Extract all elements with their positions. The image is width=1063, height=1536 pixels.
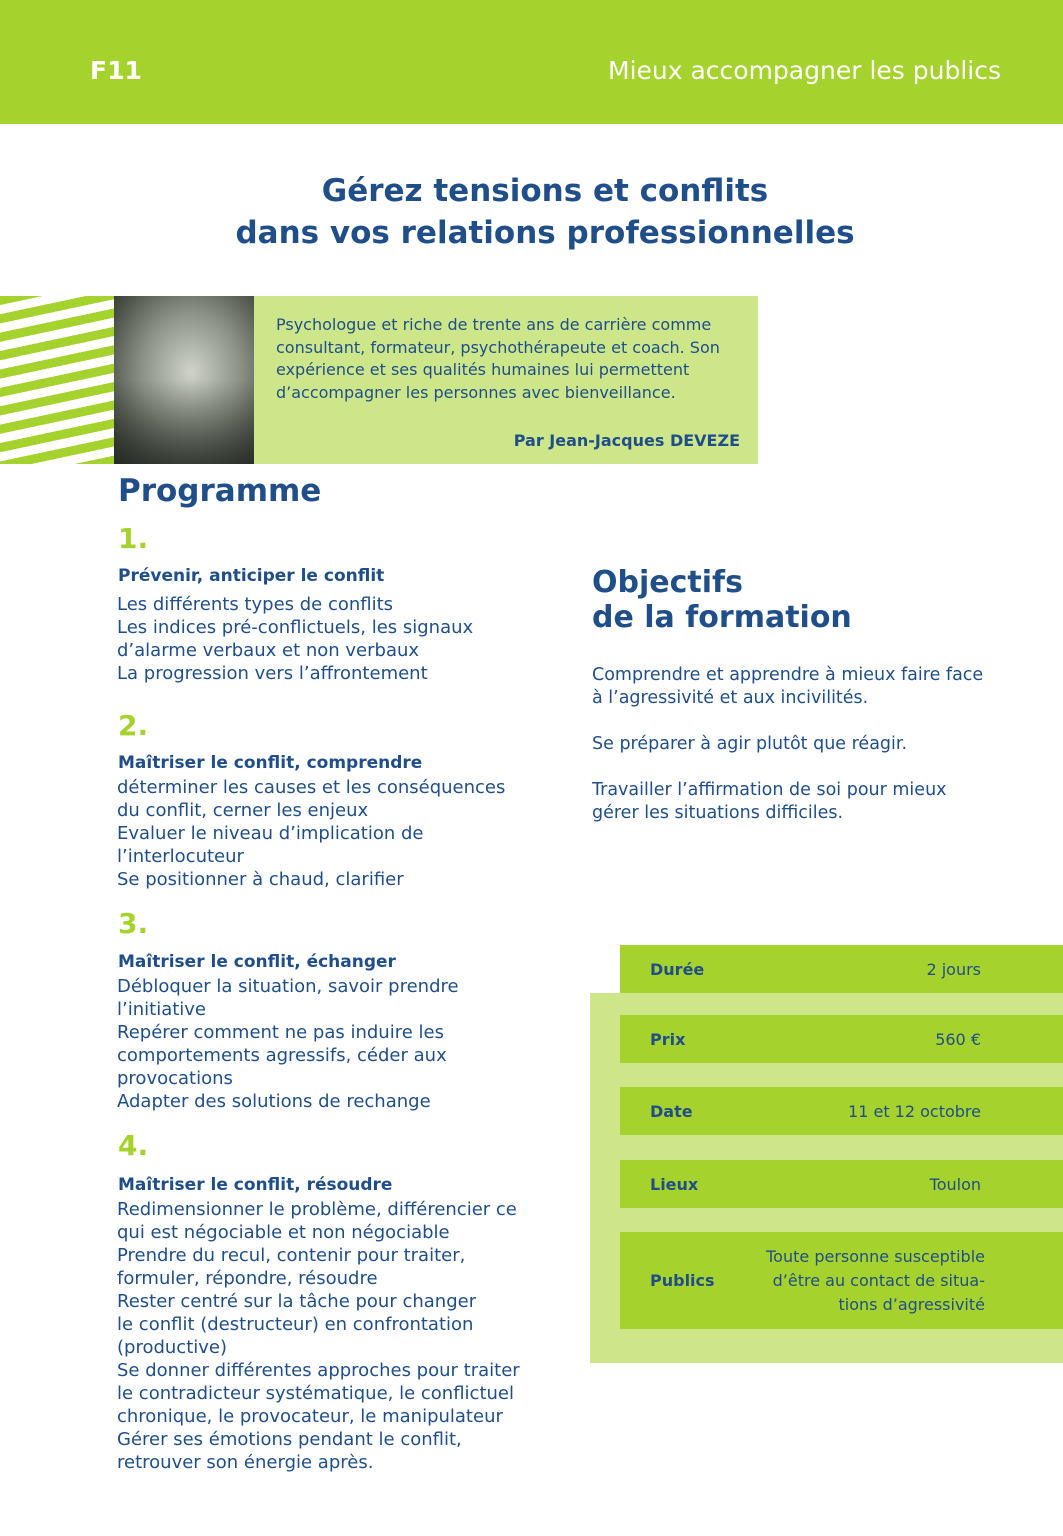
trainer-photo bbox=[114, 296, 254, 464]
list-item: Gérer ses émotions pendant le conflit, bbox=[117, 1429, 462, 1450]
course-category: Mieux accompagner les publics bbox=[608, 56, 1001, 85]
decorative-stripes bbox=[0, 296, 118, 464]
list-item: l’initiative bbox=[117, 999, 207, 1020]
list-item: (productive) bbox=[117, 1337, 228, 1358]
section-number: 4. bbox=[118, 1129, 149, 1162]
info-value: 2 jours bbox=[926, 959, 981, 979]
list-item: Se positionner à chaud, clarifier bbox=[117, 869, 404, 890]
info-row-publics bbox=[620, 1232, 1063, 1329]
list-item: La progression vers l’affrontement bbox=[117, 663, 428, 684]
section-items bbox=[117, 593, 557, 685]
list-item: le contradicteur systématique, le conflictuel bbox=[117, 1383, 514, 1404]
objectives-list bbox=[592, 664, 1032, 848]
info-value-line: d’être au contact de situa- bbox=[772, 1270, 985, 1290]
section-number: 2. bbox=[118, 709, 149, 742]
section-items bbox=[117, 975, 557, 1113]
list-item: Rester centré sur la tâche pour changer bbox=[117, 1291, 477, 1312]
info-value-line: tions d’agressivité bbox=[838, 1294, 985, 1314]
list-item: chronique, le provocateur, le manipulateur bbox=[117, 1406, 503, 1427]
info-label: Date bbox=[650, 1101, 693, 1121]
list-item: qui est négociable et non négociable bbox=[117, 1222, 450, 1243]
objective-item bbox=[592, 779, 1032, 825]
bio-line: consultant, formateur, psychothérapeute et coach. Son bbox=[276, 337, 720, 357]
objective-item bbox=[592, 733, 1032, 756]
trainer-bio bbox=[276, 314, 734, 404]
page-title-line-2: dans vos relations professionnelles bbox=[235, 215, 855, 251]
trainer-author: Par Jean-Jacques DEVEZE bbox=[513, 431, 740, 450]
info-row-date bbox=[620, 1087, 1063, 1135]
section-title: Maîtriser le conflit, comprendre bbox=[118, 753, 423, 773]
info-label: Publics bbox=[650, 1271, 715, 1290]
list-item: Evaluer le niveau d’implication de bbox=[117, 823, 424, 844]
list-item: l’interlocuteur bbox=[117, 846, 244, 867]
objective-line: gérer les situations difficiles. bbox=[592, 803, 844, 823]
info-value: Toulon bbox=[929, 1174, 981, 1194]
info-label: Prix bbox=[650, 1029, 686, 1049]
objective-line: Se préparer à agir plutôt que réagir. bbox=[592, 734, 908, 754]
info-row-prix bbox=[620, 1015, 1063, 1063]
list-item: Prendre du recul, contenir pour traiter, bbox=[117, 1245, 466, 1266]
info-label: Durée bbox=[650, 959, 705, 979]
list-item: retrouver son énergie après. bbox=[117, 1452, 374, 1473]
section-title: Prévenir, anticiper le conflit bbox=[118, 566, 385, 586]
info-value bbox=[745, 1245, 985, 1317]
info-row-duree bbox=[620, 945, 1063, 993]
section-number: 1. bbox=[118, 522, 149, 555]
page-title-line-1: Gérez tensions et conflits bbox=[321, 173, 769, 209]
section-title: Maîtriser le conflit, échanger bbox=[118, 952, 396, 972]
list-item: déterminer les causes et les conséquences bbox=[117, 777, 506, 798]
info-value-line: Toute personne susceptible bbox=[766, 1246, 985, 1266]
list-item: comportements agressifs, céder aux bbox=[117, 1045, 447, 1066]
programme-title: Programme bbox=[118, 473, 322, 509]
header-band bbox=[0, 0, 1063, 124]
list-item: Les indices pré-conflictuels, les signaux bbox=[117, 617, 474, 638]
bio-line: d’accompagner les personnes avec bienveillance. bbox=[276, 382, 676, 402]
list-item: Repérer comment ne pas induire les bbox=[117, 1022, 444, 1043]
list-item: Redimensionner le problème, différencier ce bbox=[117, 1199, 517, 1220]
info-label: Lieux bbox=[650, 1174, 699, 1194]
objective-line: Travailler l’affirmation de soi pour mieux bbox=[592, 780, 947, 800]
list-item: Se donner différentes approches pour traiter bbox=[117, 1360, 520, 1381]
objectives-title-line-1: Objectifs bbox=[592, 565, 743, 600]
course-code: F11 bbox=[90, 56, 142, 85]
section-items bbox=[117, 1198, 557, 1474]
info-value: 560 € bbox=[935, 1029, 981, 1049]
objectives-title-line-2: de la formation bbox=[592, 600, 852, 635]
page-title bbox=[180, 170, 910, 254]
objective-line: à l’agressivité et aux incivilités. bbox=[592, 688, 869, 708]
list-item: provocations bbox=[117, 1068, 233, 1089]
objective-line: Comprendre et apprendre à mieux faire face bbox=[592, 665, 984, 685]
list-item: d’alarme verbaux et non verbaux bbox=[117, 640, 420, 661]
section-number: 3. bbox=[118, 907, 149, 940]
bio-line: expérience et ses qualités humaines lui permettent bbox=[276, 360, 690, 379]
list-item: Adapter des solutions de rechange bbox=[117, 1091, 431, 1112]
list-item: Débloquer la situation, savoir prendre bbox=[117, 976, 459, 997]
trainer-bio-box bbox=[254, 296, 758, 464]
list-item: formuler, répondre, résoudre bbox=[117, 1268, 378, 1289]
section-title: Maîtriser le conflit, résoudre bbox=[118, 1175, 393, 1195]
bio-line: Psychologue et riche de trente ans de carrière comme bbox=[276, 315, 712, 334]
section-items bbox=[117, 776, 557, 891]
objectives-title bbox=[592, 565, 852, 635]
list-item: Les différents types de conflits bbox=[117, 594, 394, 615]
list-item: du conflit, cerner les enjeux bbox=[117, 800, 369, 821]
info-row-lieux bbox=[620, 1160, 1063, 1208]
info-value: 11 et 12 octobre bbox=[848, 1101, 981, 1121]
list-item: le conflit (destructeur) en confrontation bbox=[117, 1314, 474, 1335]
objective-item bbox=[592, 664, 1032, 710]
